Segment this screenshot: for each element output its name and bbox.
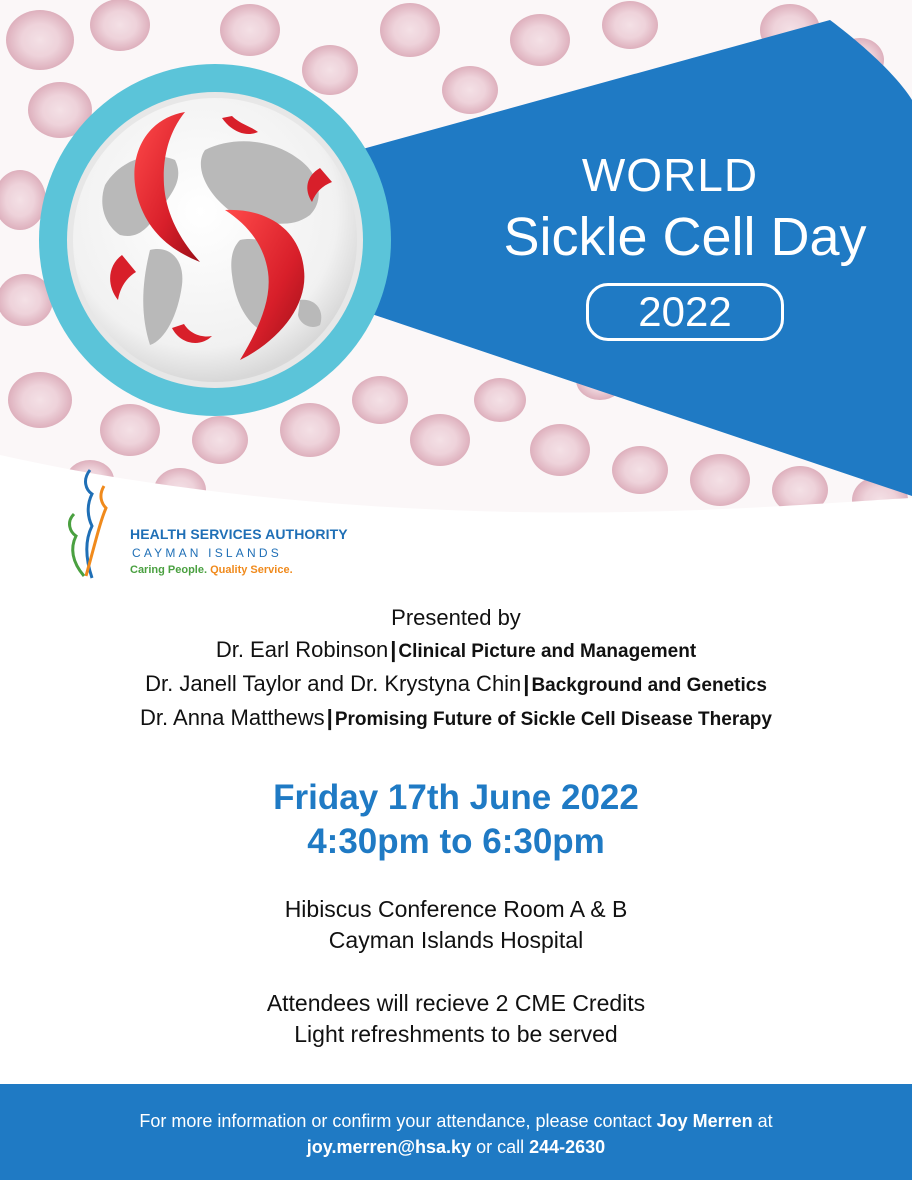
event-notes — [0, 988, 912, 1050]
hero-banner — [0, 0, 912, 540]
org-place: CAYMAN ISLANDS — [132, 546, 282, 560]
tagline-caring: Caring People. — [130, 564, 208, 576]
footer-intro: For more information or confirm your attendance, please contact — [139, 1111, 652, 1131]
venue-building: Cayman Islands Hospital — [328, 927, 584, 953]
footer-call-text: or call — [476, 1137, 525, 1157]
tagline-quality: Quality Service. — [210, 564, 293, 576]
org-name: HEALTH SERVICES AUTHORITY — [130, 526, 348, 542]
sickle-cell-globe-emblem — [39, 64, 391, 416]
separator: | — [390, 637, 397, 662]
year-badge: 2022 — [586, 283, 784, 341]
presenter-row — [0, 702, 912, 736]
title-main: Sickle Cell Day — [503, 207, 867, 267]
presenter-row — [0, 634, 912, 668]
refreshments-note: Light refreshments to be served — [294, 1021, 618, 1047]
title-world: WORLD — [581, 149, 759, 201]
contact-name: Joy Merren — [656, 1111, 753, 1131]
separator: | — [326, 705, 333, 730]
hsa-logo-mark — [56, 466, 126, 586]
cme-credits-note: Attendees will recieve 2 CME Credits — [266, 990, 646, 1016]
footer-line-1 — [0, 1108, 912, 1134]
separator: | — [523, 671, 530, 696]
event-venue — [0, 894, 912, 956]
event-date: Friday 17th June 2022 — [273, 778, 639, 817]
hero-artwork — [0, 0, 912, 540]
org-tagline — [130, 564, 293, 576]
presenter-topic: Promising Future of Sickle Cell Disease Therapy — [334, 709, 772, 730]
presenter-name: Dr. Earl Robinson — [215, 637, 389, 662]
hsa-logo — [56, 466, 376, 586]
venue-room: Hibiscus Conference Room A & B — [284, 896, 628, 922]
presenter-name: Dr. Anna Matthews — [140, 705, 325, 730]
presenter-topic: Clinical Picture and Management — [398, 641, 697, 662]
footer-line-2 — [0, 1134, 912, 1160]
presenter-topic: Background and Genetics — [531, 675, 767, 696]
event-datetime — [0, 776, 912, 864]
presented-by-label: Presented by — [391, 605, 521, 630]
contact-phone[interactable]: 244-2630 — [529, 1137, 606, 1157]
contact-footer — [0, 1084, 912, 1180]
presenter-row — [0, 668, 912, 702]
presenters-section — [0, 602, 912, 736]
footer-at: at — [757, 1111, 773, 1131]
contact-email-link[interactable]: joy.merren@hsa.ky — [306, 1137, 472, 1157]
event-time: 4:30pm to 6:30pm — [307, 822, 605, 861]
presenter-name: Dr. Janell Taylor and Dr. Krystyna Chin — [145, 671, 522, 696]
